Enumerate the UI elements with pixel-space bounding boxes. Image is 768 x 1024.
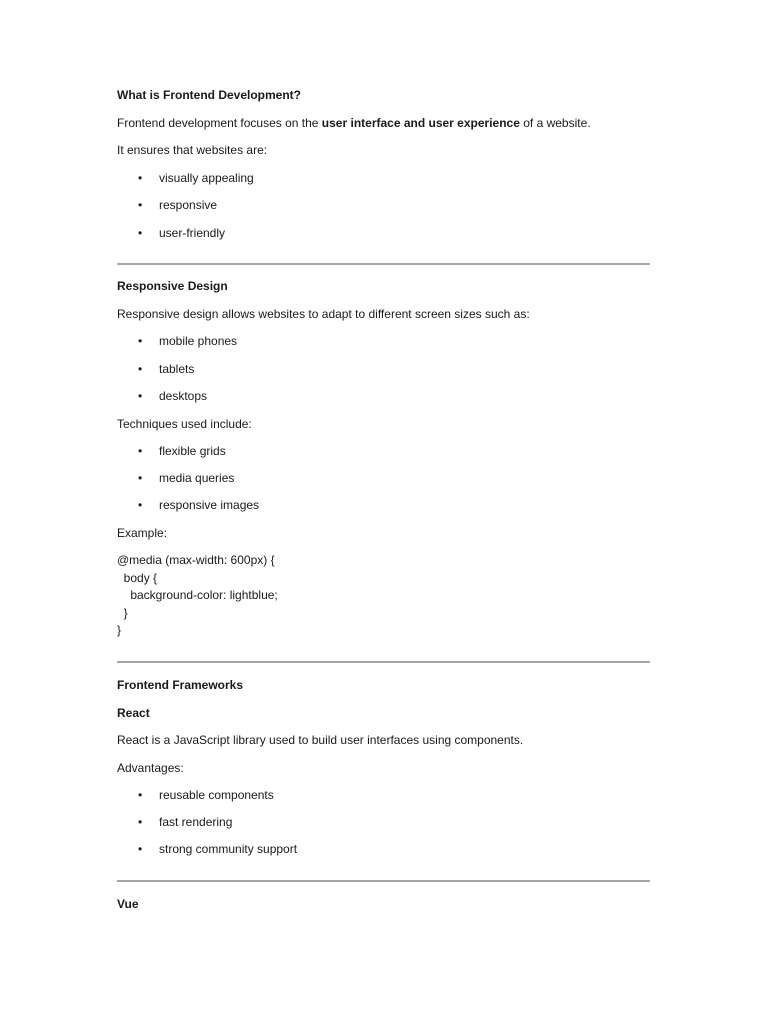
list-item-text: fast rendering: [159, 815, 233, 829]
bullet-icon: •: [138, 444, 143, 458]
list-item-text: user-friendly: [159, 226, 226, 240]
bullet-icon: •: [138, 815, 143, 829]
paragraph-frontend-intro: [117, 115, 591, 131]
bullet-icon: •: [138, 171, 143, 185]
horizontal-divider: [117, 880, 650, 882]
list-item-text: visually appealing: [159, 171, 254, 185]
list-item-text: media queries: [159, 471, 235, 485]
code-line: background-color: lightblue;: [117, 588, 278, 602]
paragraph-ensures: It ensures that websites are:: [117, 143, 268, 157]
bullet-icon: •: [138, 198, 143, 212]
list-item-text: tablets: [159, 362, 195, 376]
bullet-icon: •: [138, 498, 143, 512]
paragraph-example-label: Example:: [117, 526, 168, 540]
list-item-text: reusable components: [159, 788, 274, 802]
bullet-icon: •: [138, 788, 143, 802]
code-line: @media (max-width: 600px) {: [117, 553, 275, 567]
intro-text-end: of a website.: [519, 116, 591, 130]
horizontal-divider: [117, 263, 650, 265]
paragraph-advantages-label: Advantages:: [117, 761, 184, 775]
paragraph-techniques-label: Techniques used include:: [117, 417, 252, 431]
code-line: }: [117, 623, 122, 637]
bullet-icon: •: [138, 362, 143, 376]
section-heading-frontend-development: What is Frontend Development?: [117, 88, 302, 102]
list-item-text: strong community support: [159, 842, 298, 856]
bullet-icon: •: [138, 842, 143, 856]
list-item-text: mobile phones: [159, 334, 238, 348]
paragraph-react-intro: React is a JavaScript library used to build user interfaces using components.: [117, 733, 524, 747]
list-item-text: responsive images: [159, 498, 260, 512]
intro-text-bold: user interface and user experience: [321, 116, 520, 130]
bullet-icon: •: [138, 389, 143, 403]
code-line: }: [117, 606, 128, 620]
subheading-vue: Vue: [117, 897, 139, 911]
bullet-icon: •: [138, 334, 143, 348]
paragraph-responsive-intro: Responsive design allows websites to adapt to different screen sizes such as:: [117, 307, 530, 321]
horizontal-divider: [117, 661, 650, 663]
bullet-icon: •: [138, 226, 143, 240]
section-heading-responsive-design: Responsive Design: [117, 279, 228, 293]
subheading-react: React: [117, 706, 150, 720]
list-item-text: responsive: [159, 198, 218, 212]
list-item-text: flexible grids: [159, 444, 226, 458]
bullet-icon: •: [138, 471, 143, 485]
list-item-text: desktops: [159, 389, 208, 403]
section-heading-frontend-frameworks: Frontend Frameworks: [117, 678, 244, 692]
intro-text-start: Frontend development focuses on the: [117, 116, 322, 130]
code-line: body {: [117, 571, 158, 585]
